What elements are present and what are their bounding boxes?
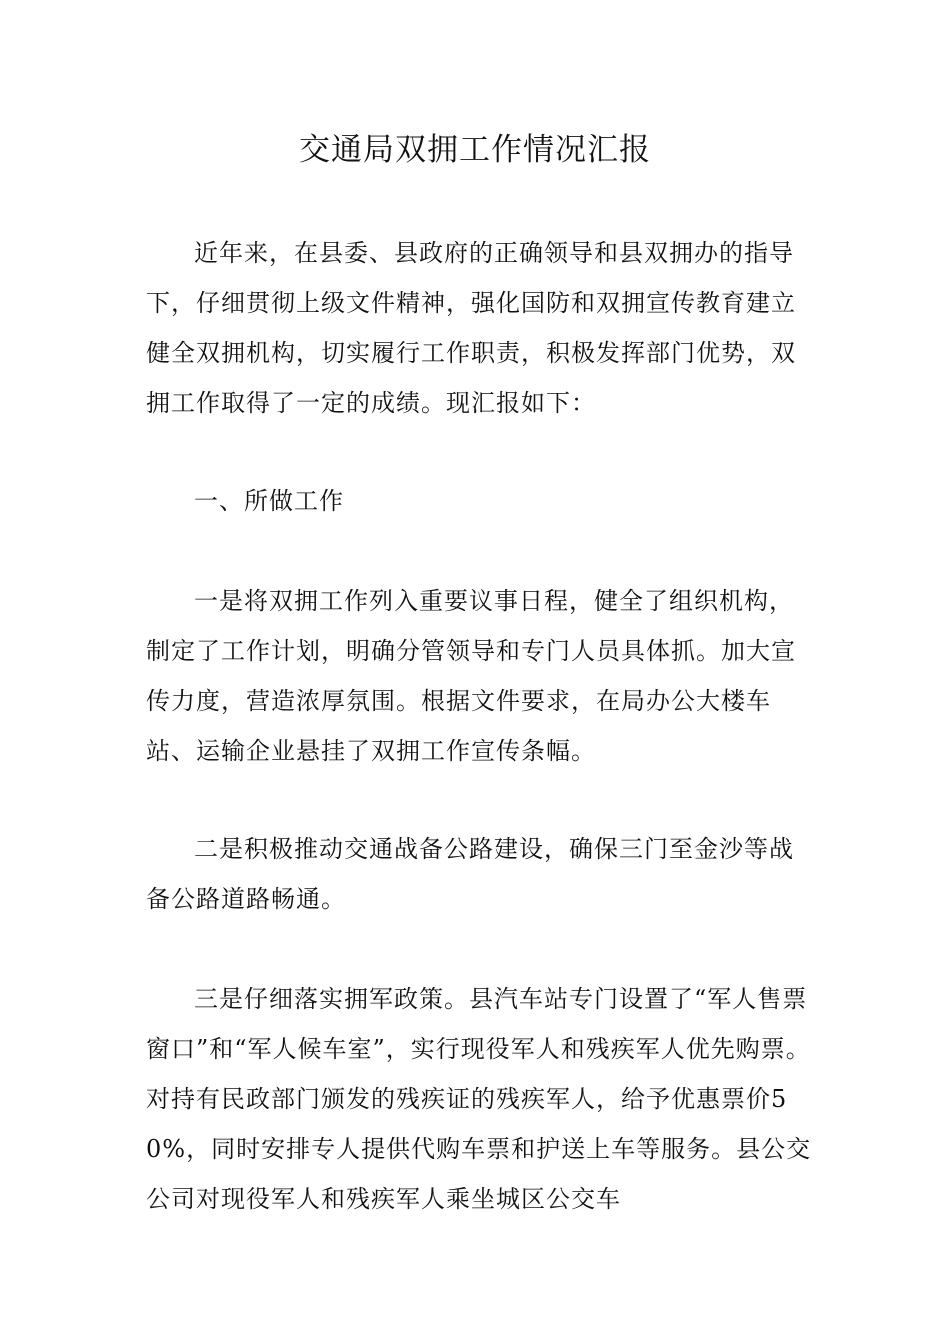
- document-title: 交通局双拥工作情况汇报: [299, 132, 651, 168]
- work-item-paragraph: 二是积极推动交通战备公路建设，确保三门至金沙等战备公路道路畅通。: [146, 835, 794, 913]
- work-item-paragraph: 三是仔细落实拥军政策。县汽车站专门设置了“军人售票窗口”和“军人候车室”，实行现役军人和残疾军人优先购票。对持有民政部门颁发的残疾证的残疾军人，给予优惠票价50%，同时安排专人提供代购车票和护送上车等服务。县公交公司对现役军人和残疾军人乘坐城区公交车: [146, 985, 812, 1213]
- section-heading: 一、所做工作: [194, 487, 344, 515]
- intro-paragraph: 近年来，在县委、县政府的正确领导和县双拥办的指导下，仔细贯彻上级文件精神，强化国防和双拥宣传教育建立健全双拥机构，切实履行工作职责，积极发挥部门优势，双拥工作取得了一定的成绩。现汇报如下：: [146, 239, 796, 417]
- work-item-paragraph: 一是将双拥工作列入重要议事日程，健全了组织机构，制定了工作计划，明确分管领导和专门人员具体抓。加大宣传力度，营造浓厚氛围。根据文件要求，在局办公大楼车站、运输企业悬挂了双拥工作宣传条幅。: [146, 587, 796, 765]
